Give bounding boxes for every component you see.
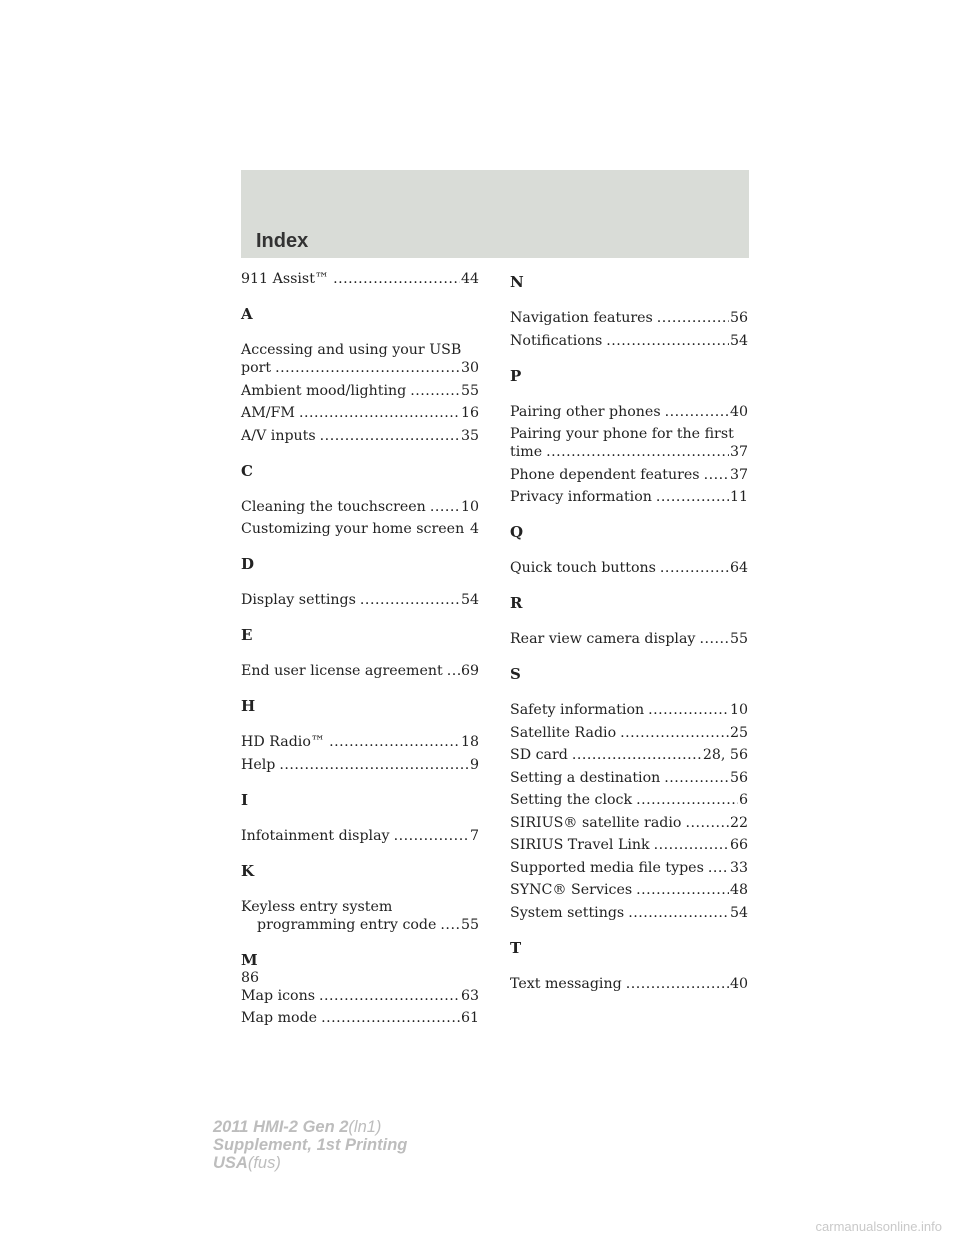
index-entry (241, 662, 479, 680)
index-entry-text: SYNC® Services (510, 882, 633, 898)
index-column-left (241, 270, 479, 1032)
index-entry-page: 69 (460, 663, 479, 679)
index-entry-text: Safety information (510, 702, 645, 718)
index-entry-page: 44 (460, 271, 479, 287)
index-letter-heading: D (241, 555, 255, 573)
index-entry-text: Navigation features (510, 310, 653, 326)
dot-leader (572, 746, 702, 764)
index-entry-text: Map mode (241, 1010, 318, 1026)
index-entry-text: Infotainment display (241, 827, 390, 844)
index-entry (241, 733, 479, 751)
index-entry-page: 61 (460, 1010, 479, 1026)
index-entry-text: programming entry code (257, 916, 437, 933)
index-entry-text: Setting the clock (510, 792, 633, 808)
index-entry-text: Help (241, 756, 276, 773)
dot-leader (468, 520, 469, 538)
index-entry-text: Supported media file types (510, 859, 704, 876)
index-entry (241, 382, 479, 400)
index-entry-text: Ambient mood/lighting (241, 382, 407, 399)
index-entry (510, 425, 748, 461)
index-entry (241, 270, 479, 288)
index-entry (241, 591, 479, 609)
index-entry-page: 55 (729, 631, 748, 647)
dot-leader (654, 836, 729, 854)
index-entry-page: 22 (729, 814, 748, 831)
dot-leader (299, 404, 460, 422)
index-entry (510, 791, 748, 809)
index-entry-text: Quick touch buttons (510, 560, 656, 576)
dot-leader (430, 498, 460, 516)
index-entry-page: 16 (460, 405, 479, 421)
index-entry (510, 975, 748, 993)
dot-leader (410, 382, 460, 400)
dot-leader (660, 559, 729, 577)
index-entry (510, 769, 748, 787)
index-entry-text: Text messaging (510, 975, 622, 992)
index-entry-page: 6 (738, 792, 748, 808)
index-entry-text: Setting a destination (510, 769, 661, 786)
index-letter-heading: P (510, 366, 522, 385)
header-band (241, 170, 749, 258)
index-entry (510, 746, 748, 764)
index-entry-page: 9 (469, 756, 479, 773)
index-entry-page: 33 (729, 859, 748, 876)
index-entry-text: System settings (510, 904, 625, 921)
index-entry (510, 466, 748, 484)
dot-leader (628, 904, 729, 922)
index-entry-text: A/V inputs (241, 427, 316, 444)
index-entry-text: Pairing your phone for the first (510, 426, 734, 442)
index-entry-text: HD Radio™ (241, 734, 326, 750)
index-entry-text: SIRIUS Travel Link (510, 837, 650, 853)
page-number: 86 (241, 970, 260, 986)
page-title: Index (256, 230, 309, 252)
dot-leader (657, 309, 729, 327)
index-entry-text: AM/FM (241, 405, 295, 421)
index-entry-text: Customizing your home screen (241, 521, 465, 537)
dot-leader (447, 662, 460, 680)
index-entry-text: Satellite Radio (510, 724, 617, 741)
index-entry (241, 520, 479, 538)
index-letter-heading: Q (510, 523, 524, 541)
index-entry (510, 630, 748, 648)
index-entry-page: 64 (729, 560, 748, 576)
index-entry-page: 25 (729, 724, 748, 741)
index-entry-page: 56 (729, 769, 748, 786)
index-letter-heading: I (241, 790, 249, 809)
index-entry-text: Rear view camera display (510, 631, 696, 647)
index-entry (241, 756, 479, 774)
index-entry-text: Pairing other phones (510, 403, 661, 420)
index-entry-text: Keyless entry system (241, 898, 393, 915)
index-column-right (510, 270, 748, 997)
index-entry-text: Privacy information (510, 489, 652, 505)
dot-leader (329, 733, 460, 751)
index-letter-heading: R (510, 594, 523, 612)
index-entry (510, 309, 748, 327)
index-entry-text: port (241, 360, 272, 376)
index-entry (510, 904, 748, 922)
index-entry-page: 48 (729, 882, 748, 898)
index-entry-text: 911 Assist™ (241, 271, 330, 287)
index-entry (510, 332, 748, 350)
dot-leader (620, 724, 729, 742)
index-entry (241, 1009, 479, 1027)
dot-leader (360, 591, 460, 609)
index-entry (510, 836, 748, 854)
index-entry-page: 63 (460, 987, 479, 1004)
dot-leader (648, 701, 729, 719)
dot-leader (333, 270, 460, 288)
index-entry-page: 4 (469, 521, 479, 537)
print-footer (213, 1118, 407, 1172)
index-entry-page: 18 (460, 734, 479, 750)
dot-leader (708, 859, 729, 877)
index-letter-heading: M (241, 950, 258, 969)
dot-leader (665, 403, 729, 421)
index-entry-page: 40 (729, 403, 748, 420)
footer-line-2: Supplement, 1st Printing (213, 1136, 408, 1154)
index-entry (241, 427, 479, 445)
index-entry-text: time (510, 444, 543, 460)
index-entry (241, 341, 479, 377)
index-entry-page: 30 (460, 360, 479, 376)
index-entry-text: Accessing and using your USB (241, 342, 462, 358)
index-entry-page: 55 (460, 916, 479, 933)
dot-leader (394, 827, 469, 845)
index-letter-heading: A (241, 305, 253, 323)
dot-leader (606, 332, 729, 350)
dot-leader (275, 359, 460, 377)
index-letter-heading: H (241, 697, 256, 715)
index-entry-page: 10 (729, 702, 748, 718)
index-letter-heading: C (241, 461, 253, 480)
dot-leader (636, 881, 729, 899)
index-entry-text: Phone dependent features (510, 466, 700, 483)
index-entry (510, 814, 748, 832)
index-entry (510, 559, 748, 577)
dot-leader (279, 756, 469, 774)
index-entry (510, 881, 748, 899)
index-letter-heading: S (510, 665, 521, 683)
index-entry-page: 28, 56 (702, 747, 748, 763)
index-entry-page: 54 (729, 332, 748, 349)
dot-leader (664, 769, 729, 787)
dot-leader (699, 630, 729, 648)
index-entry (510, 488, 748, 506)
dot-leader (656, 488, 729, 506)
dot-leader (440, 916, 460, 934)
index-entry (510, 701, 748, 719)
index-letter-heading: E (241, 626, 253, 644)
index-entry-page: 11 (729, 489, 748, 505)
dot-leader (319, 987, 460, 1005)
index-letter-heading: N (510, 273, 524, 291)
index-letter-heading: K (241, 861, 255, 880)
dot-leader (546, 443, 729, 461)
index-entry-text: Cleaning the touchscreen (241, 498, 426, 515)
dot-leader (320, 427, 460, 445)
footer-line-1: 2011 HMI-2 Gen 2(ln1) (213, 1118, 382, 1136)
index-entry-page: 35 (460, 427, 479, 444)
index-entry-page: 40 (729, 975, 748, 992)
index-entry (241, 987, 479, 1005)
index-entry-text: Notifications (510, 332, 603, 349)
index-entry-text: End user license agreement (241, 663, 443, 679)
index-entry-text: SD card (510, 747, 568, 763)
index-entry-page: 55 (460, 382, 479, 399)
index-entry (241, 827, 479, 845)
dot-leader (321, 1009, 460, 1027)
index-entry-page: 54 (729, 904, 748, 921)
index-entry-text: Map icons (241, 987, 316, 1004)
index-entry-page: 37 (729, 466, 748, 483)
footer-line-3: USA(fus) (213, 1154, 281, 1172)
index-entry-text: Display settings (241, 592, 356, 608)
watermark: carmanualsonline.info (815, 1219, 942, 1234)
index-entry-page: 37 (729, 444, 748, 460)
index-entry (241, 898, 479, 934)
index-entry (241, 498, 479, 516)
index-entry-page: 10 (460, 498, 479, 515)
dot-leader (685, 814, 728, 832)
dot-leader (626, 975, 729, 993)
index-entry-page: 56 (729, 310, 748, 326)
index-entry (510, 403, 748, 421)
index-entry (510, 724, 748, 742)
dot-leader (636, 791, 738, 809)
index-entry-text: SIRIUS® satellite radio (510, 814, 682, 831)
index-entry-page: 66 (729, 837, 748, 853)
index-entry-page: 54 (460, 592, 479, 608)
dot-leader (704, 466, 729, 484)
index-letter-heading: T (510, 938, 522, 957)
index-entry (510, 859, 748, 877)
index-entry (241, 404, 479, 422)
index-entry-page: 7 (469, 827, 479, 844)
